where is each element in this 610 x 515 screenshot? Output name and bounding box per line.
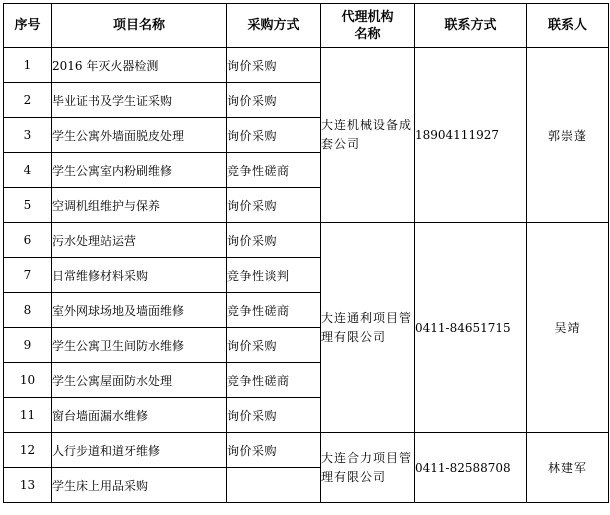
row-seq: 1 xyxy=(4,48,52,83)
row-seq: 12 xyxy=(4,433,52,468)
row-project-name: 2016 年灭火器检测 xyxy=(52,48,227,83)
group-person: 吴靖 xyxy=(527,223,609,433)
header-agency-line1: 代理机构 xyxy=(341,9,394,25)
header-person: 联系人 xyxy=(527,4,609,48)
row-project-name: 窗台墙面漏水维修 xyxy=(52,398,227,433)
row-method: 询价采购 xyxy=(227,83,321,118)
row-seq: 10 xyxy=(4,363,52,398)
table-row xyxy=(4,433,609,468)
table-row xyxy=(4,223,609,258)
header-seq: 序号 xyxy=(4,4,52,48)
header-row xyxy=(4,4,609,48)
row-project-name: 学生公寓外墙面脱皮处理 xyxy=(52,118,227,153)
group-agency: 大连机械设备成套公司 xyxy=(321,48,415,223)
row-seq: 4 xyxy=(4,153,52,188)
row-project-name: 学生床上用品采购 xyxy=(52,468,227,503)
row-method: 询价采购 xyxy=(227,398,321,433)
group-contact: 0411-84651715 xyxy=(415,223,527,433)
row-project-name: 室外网球场地及墙面维修 xyxy=(52,293,227,328)
row-project-name: 学生公寓室内粉刷维修 xyxy=(52,153,227,188)
row-project-name: 空调机组维护与保养 xyxy=(52,188,227,223)
row-method: 竞争性磋商 xyxy=(227,153,321,188)
row-method: 询价采购 xyxy=(227,223,321,258)
row-project-name: 毕业证书及学生证采购 xyxy=(52,83,227,118)
procurement-table xyxy=(3,3,609,503)
row-method xyxy=(227,468,321,503)
row-project-name: 污水处理站运营 xyxy=(52,223,227,258)
row-seq: 11 xyxy=(4,398,52,433)
header-name: 项目名称 xyxy=(52,4,227,48)
row-seq: 9 xyxy=(4,328,52,363)
group-contact: 0411-82588708 xyxy=(415,433,527,503)
row-project-name: 人行步道和道牙维修 xyxy=(52,433,227,468)
header-agency xyxy=(321,4,415,48)
row-seq: 2 xyxy=(4,83,52,118)
row-method: 询价采购 xyxy=(227,433,321,468)
row-seq: 3 xyxy=(4,118,52,153)
row-project-name: 日常维修材料采购 xyxy=(52,258,227,293)
group-contact: 18904111927 xyxy=(415,48,527,223)
row-seq: 8 xyxy=(4,293,52,328)
row-method: 竞争性谈判 xyxy=(227,258,321,293)
group-person: 林建军 xyxy=(527,433,609,503)
row-method: 询价采购 xyxy=(227,118,321,153)
row-project-name: 学生公寓卫生间防水维修 xyxy=(52,328,227,363)
group-agency: 大连合力项目管理有限公司 xyxy=(321,433,415,503)
row-seq: 13 xyxy=(4,468,52,503)
row-method: 询价采购 xyxy=(227,48,321,83)
row-method: 询价采购 xyxy=(227,328,321,363)
header-method: 采购方式 xyxy=(227,4,321,48)
header-agency-line2: 名称 xyxy=(354,26,381,42)
row-method: 竞争性磋商 xyxy=(227,363,321,398)
row-seq: 6 xyxy=(4,223,52,258)
header-contact: 联系方式 xyxy=(415,4,527,48)
row-seq: 7 xyxy=(4,258,52,293)
group-agency: 大连通利项目管理有限公司 xyxy=(321,223,415,433)
table-row xyxy=(4,48,609,83)
row-project-name: 学生公寓屋面防水处理 xyxy=(52,363,227,398)
row-seq: 5 xyxy=(4,188,52,223)
group-person: 郭崇蓬 xyxy=(527,48,609,223)
row-method: 竞争性磋商 xyxy=(227,293,321,328)
row-method: 询价采购 xyxy=(227,188,321,223)
